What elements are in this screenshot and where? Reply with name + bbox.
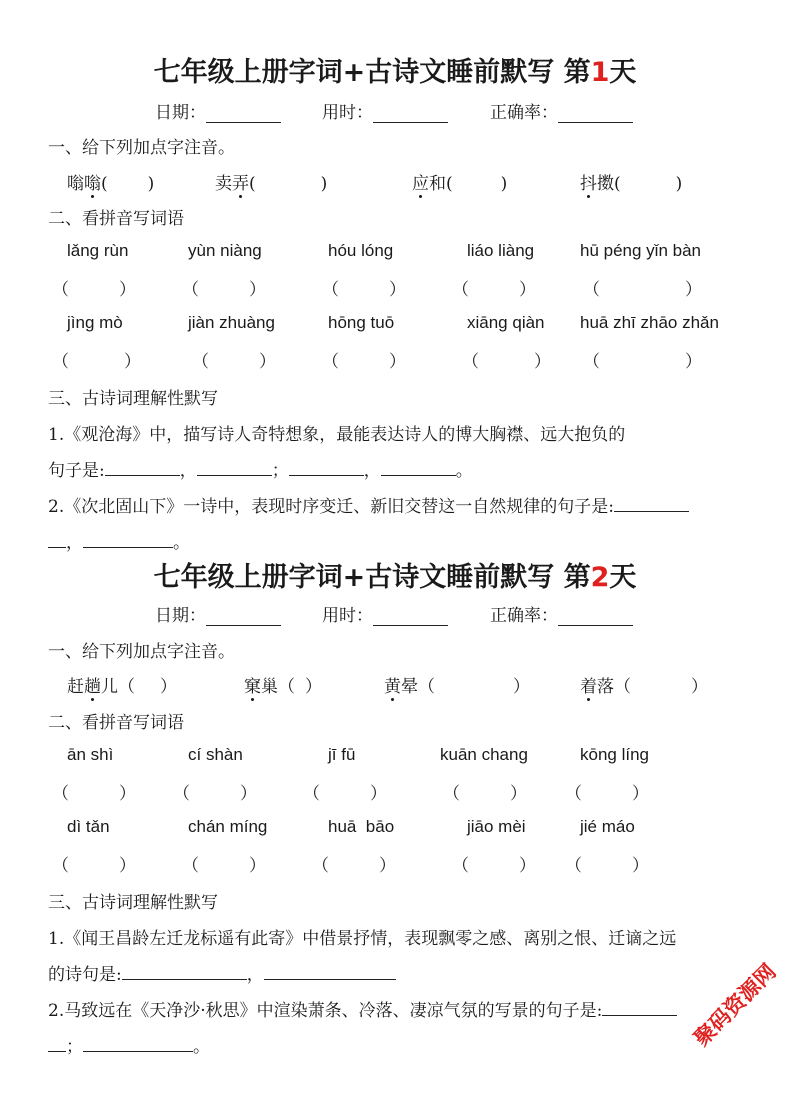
day1-accuracy-field: 正确率： (490, 98, 633, 123)
day1-pinyin-6: jìng mò (67, 313, 123, 332)
day2-answer-box: （ ） (52, 784, 136, 804)
day1-section2-heading: 二、看拼音写词语 (48, 209, 184, 229)
day1-phonetic-item-2: 卖弄( ) (215, 169, 327, 194)
day2-accuracy-field: 正确率： (490, 601, 633, 626)
day1-answer-box: （ ） (182, 280, 266, 300)
day2-pinyin-9: jiāo mèi (467, 817, 526, 836)
day1-question1-line2: 句子是: ， ； ， 。 (48, 461, 473, 481)
day2-pinyin-10: jié máo (580, 817, 635, 836)
day2-section3-heading: 三、古诗词理解性默写 (48, 893, 218, 913)
day1-date-field: 日期： (155, 98, 281, 123)
day1-pinyin-2: yùn niàng (188, 241, 262, 260)
day1-pinyin-5: hū péng yǐn bàn (580, 241, 701, 260)
day1-time-field: 用时： (322, 98, 448, 123)
day2-answer-box: （ ） (443, 784, 527, 804)
day2-answer-box: （ ） (182, 856, 266, 876)
day1-pinyin-4: liáo liàng (467, 241, 535, 260)
day2-answer-box: （ ） (565, 856, 649, 876)
day2-time-field: 用时： (322, 601, 448, 626)
day2-question2-line2: ； 。 (48, 1032, 210, 1057)
day2-pinyin-8: huā bāo (328, 817, 395, 836)
day2-answer-box: （ ） (565, 784, 649, 804)
day2-pinyin-4: kuān chang (440, 745, 528, 764)
day1-answer-box: （ ） (52, 280, 136, 300)
day1-question2-line1: 2.《次北固山下》一诗中，表现时序变迁、新旧交替这一自然规律的句子是: (48, 492, 689, 517)
day2-question1-line1: 1.《闻王昌龄左迁龙标遥有此寄》中借景抒情，表现飘零之感、离别之恨、迁谪之远 (48, 929, 677, 949)
day1-pinyin-7: jiàn zhuàng (188, 313, 275, 332)
day2-pinyin-6: dì tǎn (67, 817, 110, 836)
day2-phonetic-item-2: 窠巢（ ） (244, 672, 322, 697)
day1-question1-line1: 1.《观沧海》中，描写诗人奇特想象，最能表达诗人的博大胸襟、远大抱负的 (48, 425, 626, 445)
day1-pinyin-3: hóu lóng (328, 241, 394, 260)
day2-phonetic-item-4: 着落（ ） (580, 672, 708, 697)
day2-question2-line1: 2.马致远在《天净沙·秋思》中渲染萧条、冷落、凄凉气氛的写景的句子是: (48, 996, 677, 1021)
day2-phonetic-item-1: 赶趟儿（ ） (67, 672, 177, 697)
day1-answer-box: （ ） (583, 280, 702, 300)
day1-section3-heading: 三、古诗词理解性默写 (48, 389, 218, 409)
day2-phonetic-item-3: 黄晕（ ） (384, 672, 530, 697)
day1-phonetic-item-1: 嗡嗡( ) (67, 169, 154, 194)
day2-pinyin-2: cí shàn (188, 745, 243, 764)
day2-section2-heading: 二、看拼音写词语 (48, 713, 184, 733)
day1-phonetic-item-3: 应和( ) (412, 169, 507, 194)
day2-answer-box: （ ） (303, 784, 387, 804)
day2-pinyin-1: ān shì (67, 745, 114, 764)
day1-title: 七年级上册字词+古诗文睡前默写 第1天 (153, 57, 637, 88)
day2-question1-line2: 的诗句是: ， (48, 960, 396, 985)
day2-answer-box: （ ） (312, 856, 396, 876)
day1-question2-line2: ， 。 (48, 528, 190, 553)
day2-answer-box: （ ） (173, 784, 257, 804)
day1-answer-box: （ ） (192, 352, 276, 372)
day2-title: 七年级上册字词+古诗文睡前默写 第2天 (153, 562, 637, 593)
day1-section1-heading: 一、给下列加点字注音。 (48, 138, 235, 158)
day2-pinyin-3: jī fū (328, 745, 356, 764)
day1-phonetic-item-4: 抖擞( ) (580, 169, 682, 194)
day1-answer-box: （ ） (52, 352, 141, 372)
day1-pinyin-10: huā zhī zhāo zhǎn (580, 313, 719, 332)
day1-pinyin-1: lǎng rùn (67, 241, 129, 260)
day1-pinyin-8: hōng tuō (328, 313, 395, 332)
day2-pinyin-5: kōng líng (580, 745, 649, 764)
day2-pinyin-7: chán míng (188, 817, 268, 836)
watermark-logo: 聚码资源网 (689, 959, 781, 1051)
day1-answer-box: （ ） (322, 352, 406, 372)
day2-section1-heading: 一、给下列加点字注音。 (48, 642, 235, 662)
day2-answer-box: （ ） (452, 856, 536, 876)
day2-answer-box: （ ） (52, 856, 136, 876)
day1-answer-box: （ ） (322, 280, 406, 300)
day2-date-field: 日期： (155, 601, 281, 626)
day1-answer-box: （ ） (583, 352, 702, 372)
day1-answer-box: （ ） (462, 352, 551, 372)
day1-answer-box: （ ） (452, 280, 536, 300)
day1-pinyin-9: xiāng qiàn (467, 313, 545, 332)
